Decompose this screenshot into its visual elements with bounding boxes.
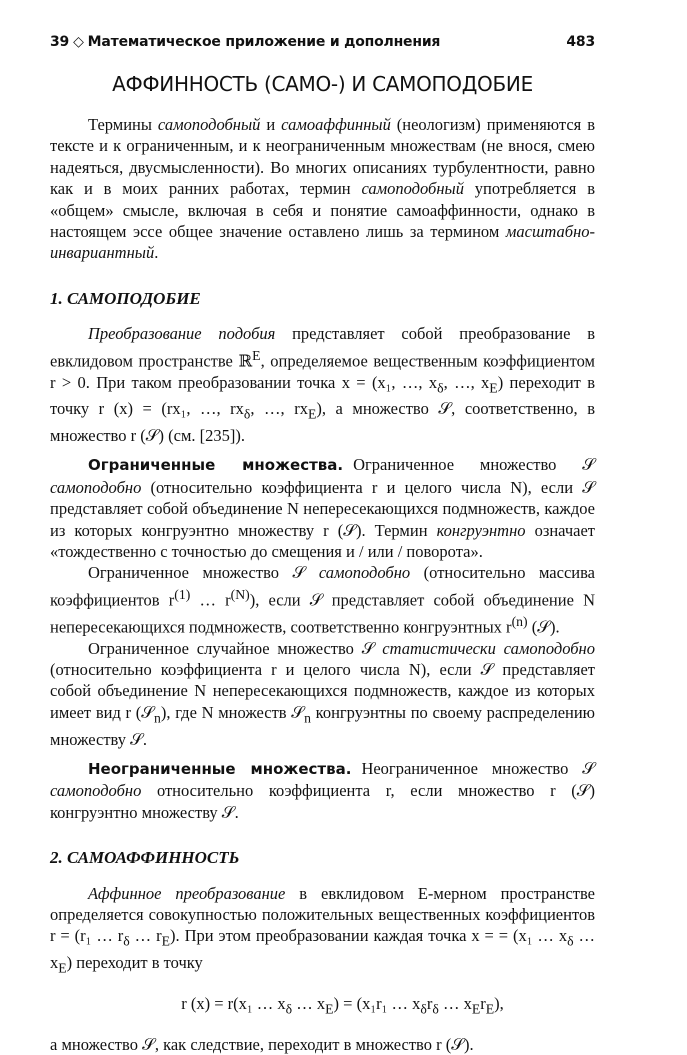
unbounded-sets-paragraph: Неограниченные множества. Неограниченное множество 𝒮 самоподобно относительно коэффициента r, если множество r (𝒮) конгруэнтно множеству 𝒮. — [50, 758, 595, 822]
page-title: АФФИННОСТЬ (САМО-) И САМОПОДОБИЕ — [112, 72, 533, 96]
conclusion-paragraph: а множество 𝒮, как следствие, переходит в множество r (𝒮). — [50, 1034, 474, 1054]
chapter-number: 39 — [50, 34, 70, 50]
bounded-sets-array-paragraph: Ограниченное множество 𝒮 самоподобно (относительно массива коэффициентов $r^{(1)}$ … $r^{(N)}$), если 𝒮 представляет собой объединение N непересекающихся подмножеств, соответственно конгруэнтных $r^{(n)}$ (𝒮). — [50, 563, 595, 637]
section-heading-self-similarity: 1. САМОПОДОБИЕ — [50, 288, 201, 308]
diamond-separator: ◇ — [73, 34, 84, 50]
bounded-sets-paragraph: Ограниченные множества. Ограниченное множество 𝒮 самоподобно (относительно коэффициента r и целого числа N), если 𝒮 представляет собой объединение N непересекающихся подмножеств, каждое из которых конгруэнтно множеству r (𝒮). Термин конгруэнтно означает «тождественно с точностью до смещения и / или / поворота». — [50, 455, 595, 561]
bounded-sets-lead: Ограниченные множества. — [88, 456, 344, 475]
random-sets-paragraph: Ограниченное случайное множество 𝒮 статистически самоподобно (относительно коэффициента r и целого числа N), если 𝒮 представляет собой объединение N непересекающихся подмножеств, каждое из которых имеет вид r (𝒮$_n$), где N множеств 𝒮$_n$ конгруэнтны по своему распределению множеству 𝒮. — [50, 638, 596, 749]
chapter-title: Математическое приложение и дополнения — [87, 34, 441, 50]
body-text — [50, 114, 595, 1055]
running-head — [50, 34, 595, 50]
intro-paragraph: Термины самоподобный и самоаффинный (неологизм) применяются в тексте и к ограниченным, и к неограниченным множествам (не внося, смею надеяться, двусмысленности). Во многих описаниях турбулентности, равно как и в моих ранних работах, термин самоподобный употребляется в «общем» смысле, включая в себя и понятие самоаффинности, однако в настоящем эссе общее значение оставлено лишь за термином масштабно-инвариантный. — [50, 115, 595, 263]
unbounded-sets-lead: Неограниченные множества. — [88, 759, 352, 778]
affine-formula: r (x) = r(x₁ … $x_\delta$ … $x_E) = (x_1r_1$ … $x_\delta r_\delta$ … $x_Er_E$), — [181, 993, 504, 1017]
page-number: 483 — [566, 34, 595, 50]
affine-paragraph: Аффинное преобразование в евклидовом E-мерном пространстве определяется совокупностью положительных вещественных коэффициентов r = (r₁ … $r_\delta$ … $r_E$). При этом преобразовании каждая точка x = = (x₁ … $x_\delta$ … $x_E$) переходит в точку — [50, 883, 596, 976]
running-head-left — [50, 34, 444, 50]
similarity-paragraph: Преобразование подобия представляет собой преобразование в евклидовом пространстве ℝ$^E$, определяемое вещественным коэффициентом r > 0. При таком преобразовании точка x = (x₁, …, $x_\delta$, …, $x_E$) переходит в точку r (x) = (rx₁, …, $rx_\delta$, …, $rx_E$), а множество 𝒮, соответственно, в множество r (𝒮) (см. [235]). — [50, 324, 596, 445]
section-heading-self-affinity: 2. САМОАФФИННОСТЬ — [50, 848, 240, 868]
